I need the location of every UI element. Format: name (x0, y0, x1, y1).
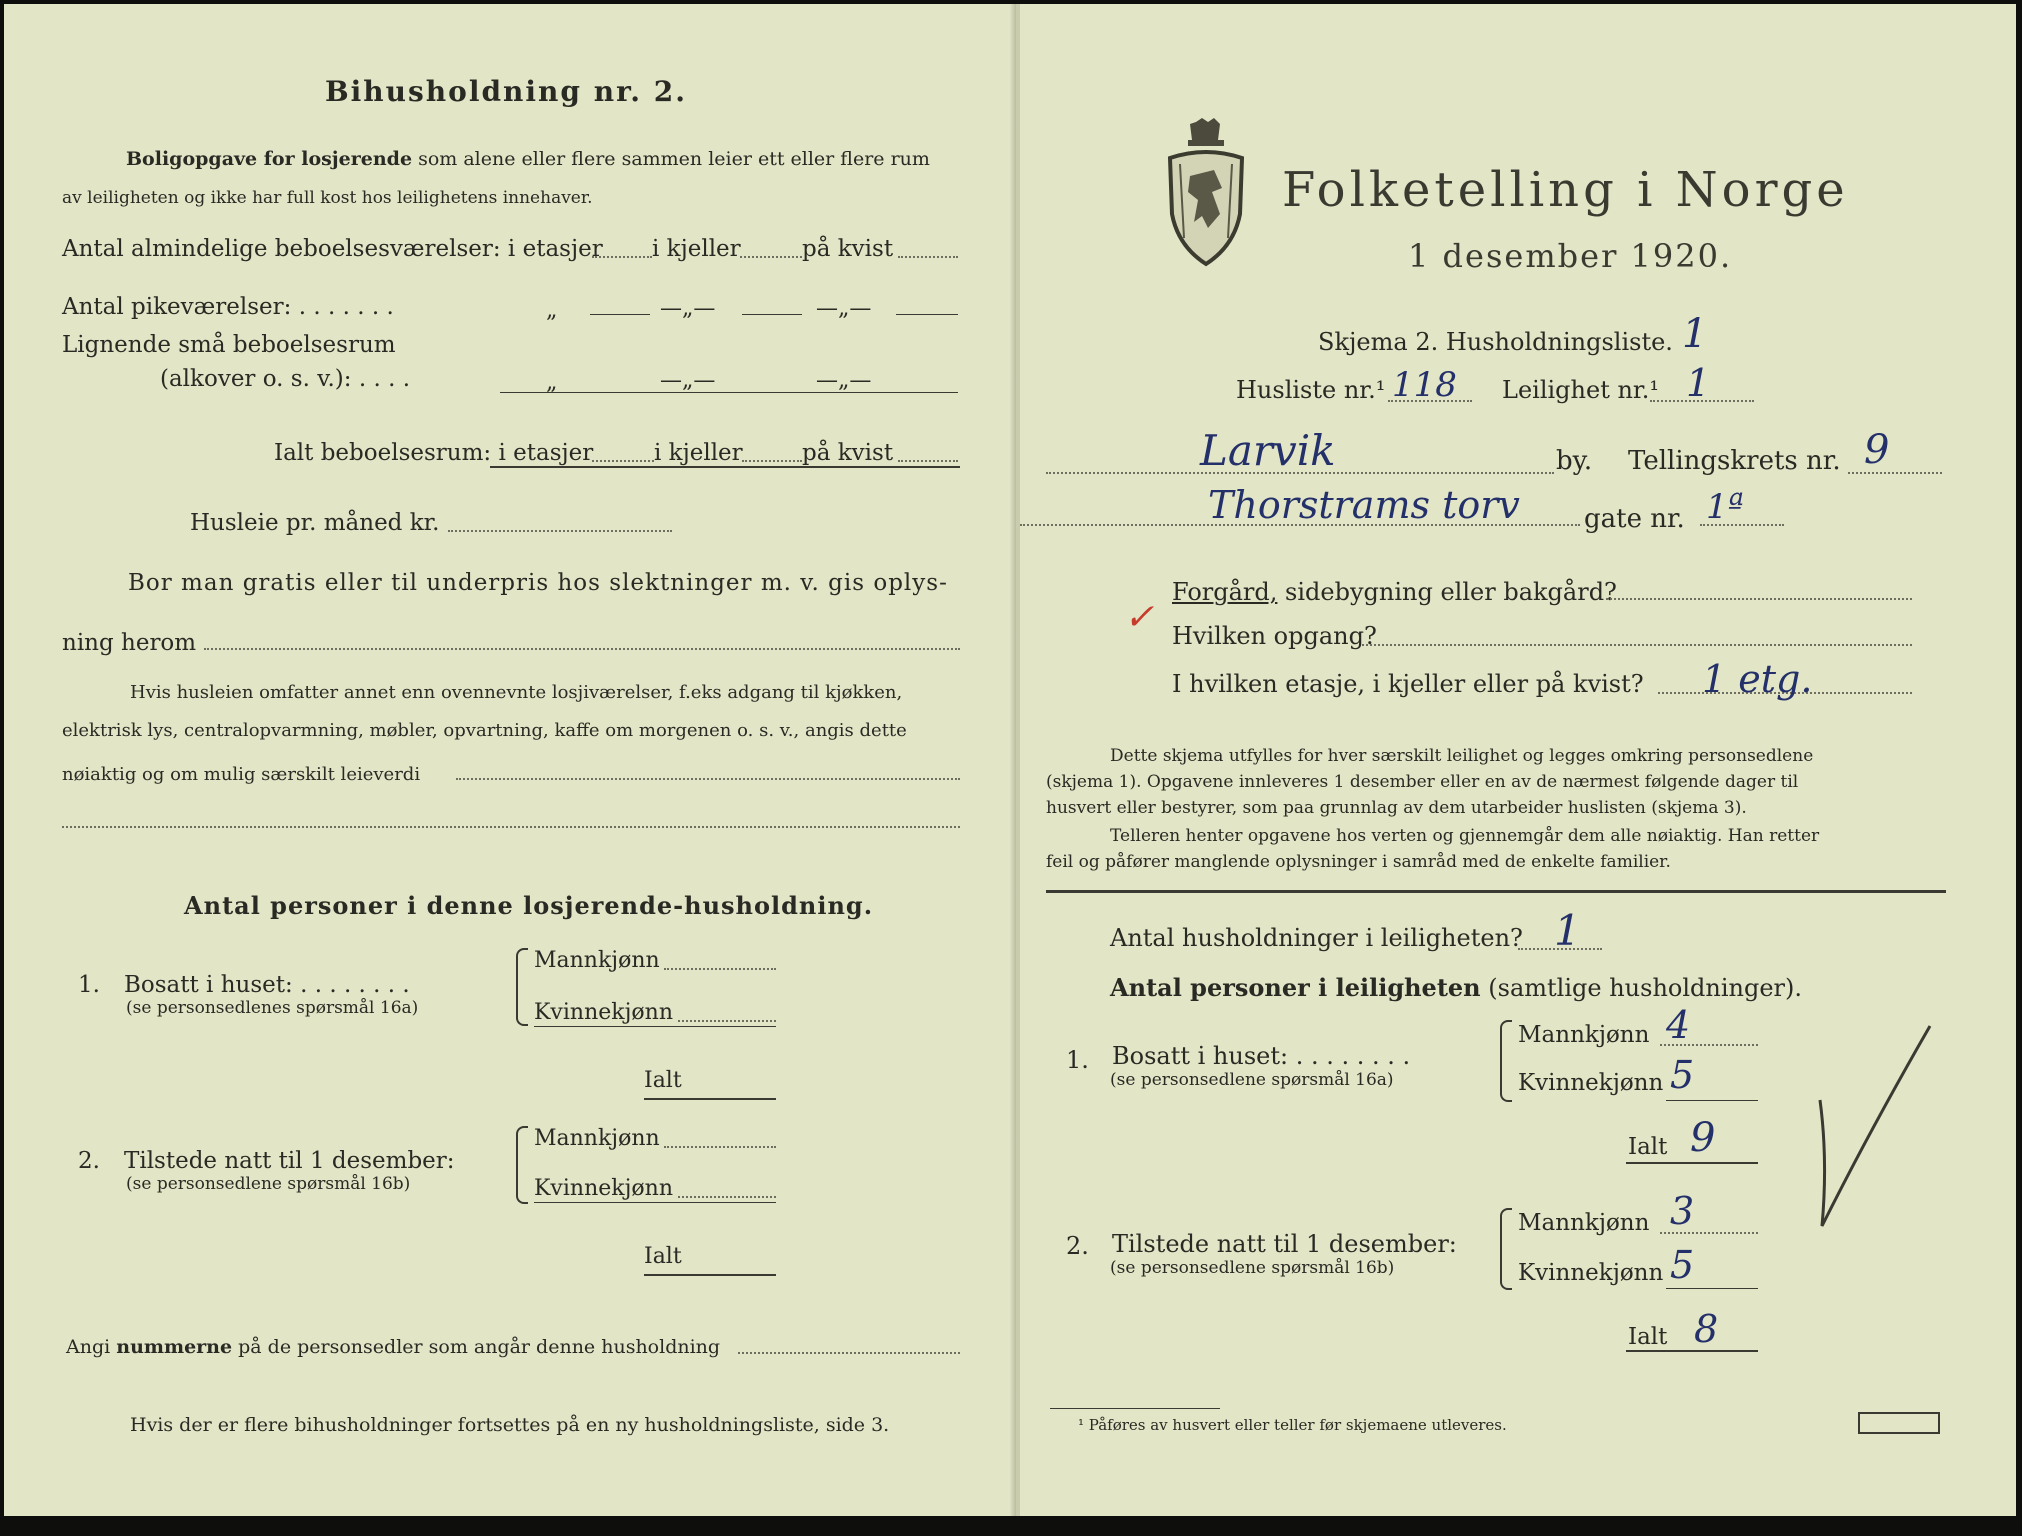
right-q2-label: Tilstede natt til 1 desember: (1112, 1230, 1457, 1258)
street-handwritten: Thorstrams torv (1208, 483, 1520, 527)
left-persons-heading: Antal personer i denne losjerende-husholdning. (184, 891, 874, 920)
right-q2-male-label: Mannkjønn (1518, 1210, 1650, 1236)
right-q1-sub: (se personsedlene spørsmål 16a) (1110, 1070, 1394, 1090)
separator-rule (1046, 890, 1946, 893)
left-q2-total-field[interactable] (644, 1274, 776, 1276)
left-q2-male-label: Mannkjønn (534, 1126, 660, 1151)
checkmark-icon (1780, 1020, 1940, 1240)
total-cellar-label: i kjeller (654, 440, 743, 466)
footnote-rule (1050, 1408, 1220, 1409)
left-q2-underline (534, 1202, 776, 1203)
instr2-line-2: feil og påfører manglende oplysninger i samråd med de enkelte familier. (1046, 852, 1671, 872)
center-fold (1016, 4, 1020, 1516)
leilighet-label: Leilighet nr.¹ (1502, 376, 1660, 404)
census-date: 1 desember 1920. (1408, 237, 1733, 275)
maid-ditto-1: „ (546, 298, 558, 323)
right-q2-num: 2. (1066, 1232, 1089, 1260)
right-q1-female-label: Kvinnekjønn (1518, 1070, 1664, 1096)
left-q1-female-label: Kvinnekjønn (534, 1000, 673, 1025)
right-q1-total-handwritten: 9 (1690, 1115, 1716, 1161)
right-q1-female-field[interactable] (1666, 1100, 1758, 1101)
right-q2-female-handwritten: 5 (1670, 1243, 1695, 1287)
right-q1-brace (1500, 1020, 1512, 1102)
left-q2-sub: (se personsedlene spørsmål 16b) (126, 1174, 411, 1194)
maid-rooms-label: Antal pikeværelser: . . . . . . . (62, 294, 394, 320)
maid-etasjer-field[interactable] (590, 314, 650, 315)
similar-ditto-2: —„— (660, 368, 716, 393)
right-q1-male-label: Mannkjønn (1518, 1022, 1650, 1048)
left-q2-male-field[interactable] (664, 1146, 776, 1148)
similar-ditto-3: —„— (816, 368, 872, 393)
right-q2-female-field[interactable] (1666, 1288, 1758, 1289)
right-q1-male-handwritten: 4 (1666, 1003, 1691, 1047)
right-q2-male-handwritten: 3 (1670, 1189, 1695, 1233)
right-q2-female-label: Kvinnekjønn (1518, 1260, 1664, 1286)
opgang-label: Hvilken opgang? (1172, 622, 1377, 650)
similar-rooms-underline (500, 392, 958, 393)
left-q1-male-label: Mannkjønn (534, 948, 660, 973)
persons-bold: Antal personer i leiligheten (1110, 973, 1481, 1002)
incl-line-3: nøiaktig og om mulig særskilt leieverdi (62, 764, 421, 785)
numbers-pre: Angi (66, 1336, 111, 1358)
intro-rest: som alene eller flere sammen leier ett eller flere rum (418, 148, 930, 170)
etasje-label: I hvilken etasje, i kjeller eller på kvist? (1172, 670, 1644, 698)
left-q2-total-label: Ialt (644, 1244, 682, 1269)
households-label: Antal husholdninger i leiligheten? (1110, 924, 1523, 952)
total-rooms-label: Ialt beboelsesrum: i etasjer (274, 440, 594, 466)
free-line-1: Bor man gratis eller til underpris hos slektninger m. v. gis oplys- (128, 570, 948, 596)
total-attic-field[interactable] (898, 460, 958, 462)
right-q1-num: 1. (1066, 1046, 1089, 1074)
total-cellar-field[interactable] (742, 460, 802, 462)
forgard-underlined: Forgård, (1172, 578, 1278, 606)
coat-of-arms-icon (1162, 118, 1250, 268)
incl-field[interactable] (456, 778, 960, 780)
forgard-rest: sidebygning eller bakgård? (1285, 578, 1617, 606)
margin-mark-red: ✓ (1124, 597, 1155, 638)
total-etasjer-field[interactable] (592, 460, 654, 462)
instr1-line-3: husvert eller bestyrer, som paa grunnlag av dem utarbeider huslisten (skjema 3). (1046, 798, 1747, 818)
left-q2-female-label: Kvinnekjønn (534, 1176, 673, 1201)
rent-field[interactable] (448, 530, 672, 532)
schema-label: Skjema 2. Husholdningsliste. (1318, 328, 1673, 356)
free-field[interactable] (204, 648, 960, 650)
left-q2-brace (516, 1126, 528, 1204)
right-q1-total-field[interactable] (1626, 1162, 1758, 1164)
persons-rest: (samtlige husholdninger). (1488, 974, 1803, 1002)
left-q2-female-field[interactable] (678, 1196, 776, 1198)
maid-attic-field[interactable] (896, 314, 958, 315)
etasje-handwritten: 1 etg. (1702, 657, 1813, 701)
leilighet-handwritten: 1 (1686, 361, 1711, 405)
numbers-field[interactable] (738, 1352, 960, 1354)
husliste-handwritten: 118 (1392, 365, 1457, 405)
krets-handwritten: 9 (1864, 427, 1890, 473)
instr2-line-1: Telleren henter opgavene hos verten og gjennemgår dem alle nøiaktig. Han retter (1110, 826, 1820, 846)
left-q1-total-field[interactable] (644, 1098, 776, 1100)
left-q1-brace (516, 948, 528, 1026)
intro-bold: Boligopgave for losjerende (126, 148, 413, 170)
left-q2-label: Tilstede natt til 1 desember: (124, 1148, 455, 1174)
forgard-line (1172, 580, 1617, 604)
instr1-line-2: (skjema 1). Opgavene innleveres 1 desember eller en av de nærmest følgende dager til (1046, 772, 1799, 792)
forgard-field[interactable] (1606, 598, 1912, 600)
total-rooms-underline (490, 466, 960, 468)
rooms-cellar-label: i kjeller (652, 236, 741, 262)
total-attic-label: på kvist (802, 440, 894, 466)
right-q2-total-field[interactable] (1626, 1350, 1758, 1352)
right-q2-sub: (se personsedlene spørsmål 16b) (1110, 1258, 1395, 1278)
rooms-label: Antal almindelige beboelsesværelser: i etasjer (62, 236, 603, 262)
households-handwritten: 1 (1554, 906, 1581, 955)
opgang-field[interactable] (1362, 644, 1912, 646)
intro-line-1 (126, 150, 930, 169)
similar-rooms-label-1: Lignende små beboelsesrum (62, 332, 396, 358)
left-q1-male-field[interactable] (664, 968, 776, 970)
gate-handwritten: 1ª (1706, 487, 1744, 527)
left-q2-num: 2. (78, 1148, 100, 1174)
left-q1-num: 1. (78, 972, 100, 998)
left-q1-female-field[interactable] (678, 1020, 776, 1022)
left-q1-total-label: Ialt (644, 1068, 682, 1093)
right-q1-label: Bosatt i huset: . . . . . . . . (1112, 1042, 1411, 1070)
rooms-cellar-field[interactable] (740, 256, 802, 258)
numbers-line (66, 1338, 720, 1357)
right-q2-total-handwritten: 8 (1694, 1307, 1719, 1351)
maid-ditto-3: —„— (816, 296, 872, 321)
rooms-attic-field[interactable] (898, 256, 958, 258)
husliste-label: Husliste nr.¹ (1236, 376, 1386, 404)
left-q1-sub: (se personsedlenes spørsmål 16a) (126, 998, 419, 1018)
left-q1-underline (534, 1026, 776, 1027)
right-q1-female-handwritten: 5 (1670, 1053, 1695, 1097)
left-page-title: Bihusholdning nr. 2. (325, 75, 687, 108)
numbers-bold: nummerne (116, 1336, 233, 1358)
free-line-2: ning herom (62, 630, 197, 656)
left-footer: Hvis der er flere bihusholdninger fortsettes på en ny husholdningsliste, side 3. (130, 1414, 890, 1436)
numbers-post: på de personsedler som angår denne husholdning (238, 1336, 721, 1358)
right-q2-total-label: Ialt (1628, 1324, 1668, 1350)
rent-label: Husleie pr. måned kr. (190, 510, 440, 536)
rooms-attic-label: på kvist (802, 236, 894, 262)
printer-stamp (1858, 1412, 1940, 1434)
census-title: Folketelling i Norge (1282, 162, 1849, 218)
krets-label: Tellingskrets nr. (1628, 446, 1841, 476)
right-persons-heading (1110, 973, 1803, 1002)
right-q2-brace (1500, 1208, 1512, 1290)
krets-field[interactable] (1848, 472, 1942, 474)
by-label: by. (1556, 446, 1593, 476)
schema-handwritten: 1 (1682, 311, 1708, 357)
fold-shadow (1010, 4, 1016, 1516)
similar-ditto-1: „ (546, 370, 558, 395)
incl-field-extra[interactable] (62, 826, 960, 828)
maid-ditto-2: —„— (660, 296, 716, 321)
right-q1-total-label: Ialt (1628, 1134, 1668, 1160)
gate-label: gate nr. (1584, 504, 1685, 534)
left-q1-label: Bosatt i huset: . . . . . . . . (124, 972, 410, 998)
rooms-etasjer-field[interactable] (592, 256, 652, 258)
instr1-line-1: Dette skjema utfylles for hver særskilt leilighet og legges omkring personsedlene (1110, 746, 1814, 766)
intro-line-2: av leiligheten og ikke har full kost hos leilighetens innehaver. (62, 188, 593, 208)
footnote: ¹ Påføres av husvert eller teller før skjemaene utleveres. (1078, 1416, 1507, 1434)
town-handwritten: Larvik (1200, 426, 1336, 475)
maid-cellar-field[interactable] (742, 314, 802, 315)
similar-rooms-label-2: (alkover o. s. v.): . . . . (160, 366, 411, 392)
incl-line-1: Hvis husleien omfatter annet enn ovennevnte losjiværelser, f.eks adgang til kjøkken, (130, 682, 903, 703)
incl-line-2: elektrisk lys, centralopvarmning, møbler, opvartning, kaffe om morgenen o. s. v., angis dette (62, 720, 907, 741)
